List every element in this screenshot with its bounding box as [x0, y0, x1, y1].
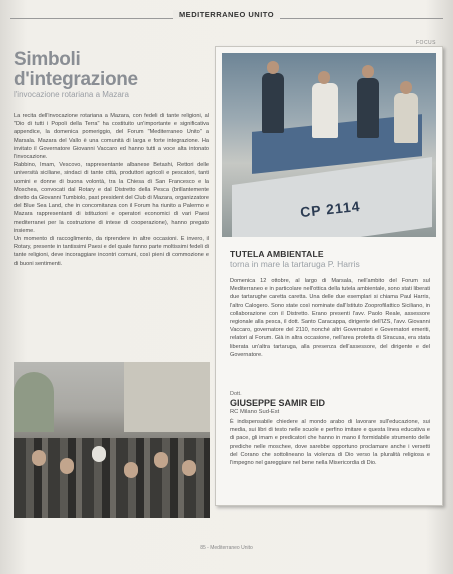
name-prefix: Dott. [230, 391, 242, 397]
section-text: È indispensabile chiedere al mondo arabo di lavorare sull'educazione, sui media, sui libri di testo nelle scuole e perfino imitare e questa linea educativa e di pace, gli imam e predicatori che hanno in mano il formidabile strumento delle prediche nelle moschee, dove sarebbe opportuno proclamare anche i versetti del Corano che sottolineano la violenza di Dio verso la pluralità religiosa e l'impegno nel gareggiare nel bene nella Misericordia di Dio. [230, 419, 430, 467]
focus-box [215, 40, 443, 506]
article-paragraph: Un momento di raccoglimento, da riprendere in altre occasioni. E invero, il Rotary, presente in tantissimi Paesi e del quale fanno parte moltissimi fedeli di tante religioni, deve incoraggiare incontri comuni, così pieni di commozione e di buoni sentimenti. [14, 236, 209, 267]
boat-registration: CP 2114 [299, 197, 362, 221]
crowd-photo [14, 362, 210, 518]
header-title: MEDITERRANEO UNITO [173, 10, 280, 19]
section-title: TUTELA AMBIENTALE [230, 249, 324, 259]
section-interview [230, 391, 430, 467]
article-title: Simboli d'integrazione [14, 49, 138, 90]
article-left [14, 50, 209, 268]
article-paragraph: Rabbino, Imam, Vescovo, rappresentante albanese Betashi, Rettori delle università siciliane, sindaci di tante città, produttori agricoli e pescatori, tanti uomini e donne di buona volontà, tra la Chiesa di San Francesco e la Moschea, convocati dal Rotary e dal Distretto della Pesca (brillantemente diretto da Giovanni Tumbiolo, past president del Club di Mazara, organizzatore del Blue Sea Land, che in concomitanza con il Forum ha riunito a Palermo e Mazara rappresentanti di istituzioni e operatori economici di vari Paesi mediterranei per la costruzione di intese di cooperazione), hanno pregato insieme. [14, 162, 209, 234]
focus-label: FOCUS [416, 40, 436, 46]
section-subtitle: torna in mare la tartaruga P. Harris [230, 259, 360, 269]
boat-photo [222, 53, 436, 237]
section-environment [230, 249, 430, 359]
page-header [0, 10, 453, 19]
section-text: Domenica 12 ottobre, al largo di Marsala, nell'ambito del Forum sul Mediterraneo e in particolare nell'ottica della tutela ambientale, sono stati liberati due tartarughe caretta caretta. Una delle due esemplari si chiama Paul Harris, l'altro Calogero. Sono state così nominate dall'Istituto Zooprofilattico Siciliano, in collaborazione con il Distretto. Erano presenti l'avv. Paolo Reale, assessore regionale alla pesca, il dott. Santo Caracappa, dirigente dell'IZS, l'avv. Giovanni Vaccaro, governatore del 2110, nonché altri Governatori e Governatori emeriti, relatori al Forum. Già in altra occasione, nell'area protetta di Siracusa, era stata liberata un'altra tartaruga, alla presenza dell'assessore, del dirigente e del Governatore. [230, 278, 430, 358]
article-paragraph: La recita dell'invocazione rotariana a Mazara, con fedeli di tante religioni, al "Dio di tutti i Popoli della Terra" ha costituito un'importante e significativa appendice, la domenica pomeriggio, del Forum "Mediterraneo Unito" a Marsala. Mazara del Vallo è una comunità di larga e forte integrazione. Ha invitato il Governatore Giovanni Vaccaro ed hanno tutti a voce alta intonato l'invocazione. [14, 113, 209, 161]
person-organization: RC Milano Sud-Est [230, 409, 280, 415]
article-body [14, 112, 209, 268]
person-name: GIUSEPPE SAMIR EID [230, 398, 326, 408]
page-footer: 85 - Mediterraneo Unito [200, 545, 253, 551]
article-subtitle: l'invocazione rotariana a Mazara [14, 90, 129, 99]
